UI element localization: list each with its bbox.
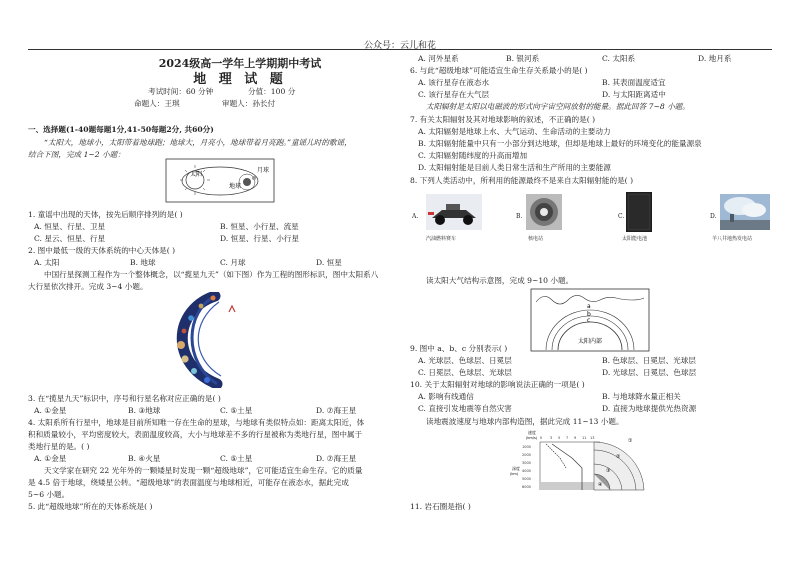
- tick-y-0: 1000: [522, 445, 531, 449]
- q5-option-d[interactable]: D. 地月系: [698, 54, 732, 63]
- q9-option-c[interactable]: C. 日冕层、色球层、光球层: [418, 368, 512, 377]
- q1-option-b[interactable]: B. 恒星、小行星、流星: [220, 222, 299, 231]
- tick-x-4: 9: [574, 436, 577, 440]
- moon-label: 月球: [257, 167, 270, 174]
- q7-option-b[interactable]: B. 太阳辐射能量中只有一小部分到达地球，但却是地球上最好的环境变化的能量源泉: [418, 139, 702, 148]
- q7-option-d[interactable]: D. 太阳辐射能是目前人类日常生活和生产所用的主要能源: [418, 163, 611, 172]
- q2-stem: 2. 图中最低一级的天体系统的中心天体是( ): [28, 246, 176, 255]
- q11-stem: 11. 岩石圈是指( ): [410, 502, 471, 511]
- q9-option-b[interactable]: B. 色球层、日冕层、光球层: [602, 356, 696, 365]
- q2-option-c[interactable]: C. 月球: [220, 258, 246, 267]
- q3-option-b[interactable]: B. ③地球: [128, 406, 161, 415]
- exam-score: 分值：100 分: [248, 87, 296, 96]
- tick-y-3: 4000: [522, 469, 531, 473]
- tick-y-1: 2000: [522, 453, 531, 457]
- solar-panel-image: [626, 192, 652, 232]
- mark-3: ③: [606, 468, 611, 474]
- tick-y-4: 5000: [522, 477, 531, 481]
- q8-label-b: B.: [516, 213, 523, 220]
- q1-option-d[interactable]: D. 恒星、行星、小行星: [220, 234, 299, 243]
- sun-label: 太阳: [190, 171, 203, 178]
- q2-option-b[interactable]: B. 地球: [130, 258, 156, 267]
- layer-b-label: b: [587, 311, 591, 318]
- tick-y-2: 3000: [522, 461, 531, 465]
- q6-option-a[interactable]: A. 该行星存在液态水: [418, 78, 490, 87]
- q4-option-d[interactable]: D. ⑦海王星: [316, 454, 357, 463]
- tick-x-5: 11: [582, 436, 587, 440]
- poem-line-2: 结合下图，完成 1~2 小题：: [28, 150, 125, 159]
- q10-option-b[interactable]: B. 与地球降水量正相关: [602, 392, 681, 401]
- layer-a-label: a: [587, 303, 591, 310]
- q4-line-2: 积和质量较小，平均密度较大，表面温度较高，大小与地球差不多的行星被称为类地行星，图中属于: [28, 430, 363, 439]
- q4-line-3: 类地行星的是。( ): [28, 442, 90, 451]
- q10-option-d[interactable]: D. 直接为地球提供光热资源: [602, 404, 697, 413]
- q4-option-a[interactable]: A. ①金星: [34, 454, 67, 463]
- nuclear-reactor-image: [526, 194, 562, 230]
- header-divider: [28, 49, 772, 50]
- q2-option-d[interactable]: D. 恒星: [316, 258, 342, 267]
- q3-option-c[interactable]: C. ⑤土星: [220, 406, 253, 415]
- mark-2: ②: [616, 454, 621, 460]
- q4-line-1: 4. 太阳系所有行星中，地球是目前所知唯一存在生命的星球，与地球有类似特点如：距离太阳近，体: [28, 418, 365, 427]
- earth-icon: [243, 178, 251, 186]
- q3-option-d[interactable]: D. ⑦海王星: [316, 406, 357, 415]
- q9-stem: 9. 图中 a、b、c 分别表示( ): [410, 344, 508, 353]
- poem-line-1: “太阳大，地球小，太阳带着地球跑；地球大，月亮小，地球带着月亮跑。”童谣儿时的歌谣，: [44, 138, 352, 147]
- q5-stem: 5. 此“超级地球”所在的天体系统是( ): [28, 502, 153, 511]
- tick-x-1: 3: [550, 436, 553, 440]
- q10-option-a[interactable]: A. 影响有线通信: [418, 392, 474, 401]
- q8-caption-c: 太阳能电池: [622, 236, 648, 242]
- planet-1-icon: [211, 296, 216, 301]
- intro-9-10: 读太阳大气结构示意图，完成 9~10 小题。: [426, 276, 574, 285]
- tick-x-6: 13: [590, 436, 595, 440]
- planet-2-icon: [199, 304, 204, 309]
- tick-y-5: 6000: [522, 485, 531, 489]
- exam-author: 命题人：王琪: [134, 99, 180, 108]
- seismic-wave-diagram: [510, 428, 650, 494]
- planet-5-icon: [177, 341, 185, 349]
- exam-time: 考试时间：60 分钟: [148, 87, 214, 96]
- q6-option-c[interactable]: C. 该行星存在大气层: [418, 90, 490, 99]
- intro-3-4-line-1: 中国行星探测工程作为一个整体概念，以“揽星九天”（如下图）作为工程的图形标识，图中太阳系八: [44, 270, 379, 279]
- depth-unit: (km): [510, 472, 519, 476]
- moon-icon: [252, 176, 256, 180]
- lan-xing-jiu-tian-logo: [165, 292, 245, 388]
- q8-label-d: D.: [710, 213, 717, 220]
- intro-7-8: 太阳辐射是太阳以电磁波的形式向宇宙空间放射的能量。据此回答 7~8 小题。: [426, 102, 690, 111]
- sun-earth-moon-diagram: [165, 158, 275, 203]
- intro-3-4-line-2: 大行星依次排开。完成 3~4 小题。: [28, 282, 148, 291]
- q8-stem: 8. 下列人类活动中，所利用的能源最终不是来自太阳辐射能的是( ): [410, 176, 634, 185]
- q8-label-a: A.: [412, 213, 419, 220]
- q7-option-c[interactable]: C. 太阳辐射随纬度的升高而增加: [418, 151, 528, 160]
- exam-reviewer: 审题人：孙长付: [222, 99, 276, 108]
- mark-4: ④: [598, 482, 603, 488]
- speed-unit: (km/s): [526, 436, 538, 440]
- q9-option-a[interactable]: A. 光球层、色球层、日冕层: [418, 356, 512, 365]
- section-title: 一、选择题(1-40题每题1分,41-50每题2分, 共60分): [28, 125, 214, 134]
- q8-label-c: C.: [618, 213, 625, 220]
- q8-image-row: [412, 192, 772, 248]
- solar-atmosphere-diagram: [530, 288, 650, 352]
- geothermal-plant-image: [720, 194, 770, 230]
- q3-stem: 3. 在“揽星九天”标识中，序号和行星名称对应正确的是( ): [28, 394, 221, 403]
- speed-label: 速度: [528, 430, 536, 435]
- planet-4-icon: [182, 329, 187, 334]
- tick-x-3: 7: [566, 436, 569, 440]
- planet-6-icon: [181, 355, 188, 362]
- race-car-image: [426, 194, 482, 230]
- q5-option-a[interactable]: A. 河外星系: [418, 54, 459, 63]
- q4-option-b[interactable]: B. ④火星: [128, 454, 161, 463]
- q10-option-c[interactable]: C. 直接引发地震等自然灾害: [418, 404, 512, 413]
- watermark-header: 公众号：云儿和花: [363, 41, 436, 51]
- tick-x-2: 5: [558, 436, 561, 440]
- q1-stem: 1. 童谣中出现的天体，按先后顺序排列的是( ): [28, 210, 183, 219]
- q9-option-d[interactable]: D. 光球层、日冕层、色球层: [602, 368, 697, 377]
- tick-x-0: 0: [540, 436, 543, 440]
- q2-option-a[interactable]: A. 太阳: [34, 258, 60, 267]
- q4-option-c[interactable]: C. ⑤土星: [220, 454, 253, 463]
- earth-label: 地球: [229, 183, 242, 190]
- subject-title: 地 理 试 题: [193, 72, 287, 87]
- layer-c-label: c: [587, 317, 591, 324]
- q6-stem: 6. 与此“超级地球”可能适宜生命生存关系最小的是( ): [410, 66, 588, 75]
- q10-stem: 10. 关于太阳辐射对地球的影响说法正确的一项是( ): [410, 380, 585, 389]
- exam-title: 2024级高一学年上学期期中考试: [158, 57, 322, 70]
- planet-7-icon: [191, 368, 197, 374]
- intro-5-6-line-1: 天文学家在研究 22 光年外的一颗矮星时发现一颗“超级地球”，它可能适宜生命生存。它的质量: [44, 466, 363, 475]
- mark-1: ①: [628, 438, 633, 444]
- q1-option-a[interactable]: A. 恒星、行星、卫星: [34, 222, 106, 231]
- intro-11-13: 读地震波速度与地球内部构造图，据此完成 11~13 小题。: [426, 417, 624, 426]
- q3-option-a[interactable]: A. ①金星: [34, 406, 67, 415]
- q8-caption-d: 羊八井地热发电站: [712, 236, 753, 242]
- sun-interior-label: 太阳内部: [578, 338, 603, 345]
- q5-option-b[interactable]: B. 银河系: [506, 54, 540, 63]
- q8-caption-b: 核电站: [528, 236, 544, 242]
- planet-3-icon: [188, 315, 194, 321]
- intro-5-6-line-3: 5~6 小题。: [28, 490, 70, 499]
- q5-option-c[interactable]: C. 太阳系: [602, 54, 636, 63]
- planet-8-icon: [204, 377, 210, 383]
- depth-label: 深度: [512, 466, 520, 471]
- q7-option-a[interactable]: A. 太阳辐射是地球上水、大气运动、生命活动的主要动力: [418, 127, 611, 136]
- q8-caption-a: 汽油燃料赛车: [426, 236, 457, 242]
- q6-option-d[interactable]: D. 与太阳距离适中: [602, 90, 666, 99]
- q1-option-c[interactable]: C. 星云、恒星、行星: [34, 234, 106, 243]
- q7-stem: 7. 有关太阳辐射及其对地球影响的叙述，不正确的是( ): [410, 115, 596, 124]
- q6-option-b[interactable]: B. 其表面温度适宜: [602, 78, 666, 87]
- intro-5-6-line-2: 是 4.5 倍于地球，绕矮星公转。“超级地球”的表面温度与地球相近，可能存在液态水，据此完成: [28, 478, 349, 487]
